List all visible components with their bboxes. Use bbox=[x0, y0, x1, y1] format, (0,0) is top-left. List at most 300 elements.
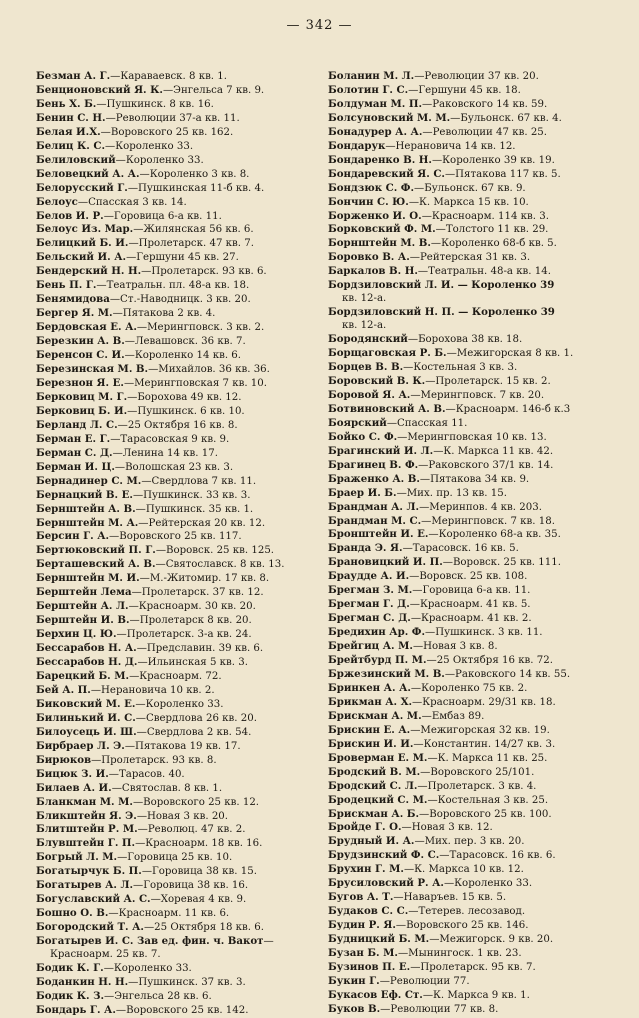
entry-name: Брикман А. Х. bbox=[328, 695, 413, 708]
directory-entry bbox=[36, 349, 326, 363]
entry-name: Белоус Из. Мар. bbox=[36, 223, 134, 236]
entry-address: —Волошская 23 кв. 3. bbox=[114, 461, 234, 473]
entry-name: Богатырчук Б. П. bbox=[36, 865, 142, 878]
entry-name: Бессарабов Н. Д. bbox=[36, 656, 138, 669]
directory-entry bbox=[328, 445, 618, 459]
entry-address: —Раковского 14 кв. 55. bbox=[444, 668, 571, 680]
entry-name: Бирюков bbox=[36, 753, 92, 766]
entry-name: Бородянский bbox=[328, 333, 408, 346]
directory-entry bbox=[328, 403, 618, 417]
entry-name: Барецкий Б. М. bbox=[36, 669, 130, 682]
directory-entry bbox=[328, 766, 618, 780]
entry-name: Бицюк З. И. bbox=[36, 767, 109, 780]
directory-entry bbox=[328, 361, 618, 375]
entry-name: Беловецкий А. А. bbox=[36, 167, 140, 180]
entry-name: Бодик К. З. bbox=[36, 989, 105, 1002]
directory-entry bbox=[328, 347, 618, 361]
entry-name: Берштейн Лема bbox=[36, 586, 132, 599]
entry-address: —Горовица 6-а кв. 11. bbox=[103, 210, 222, 222]
entry-name: Бертюковский П. Г. bbox=[36, 544, 156, 557]
entry-address: —Новая 3 кв. 8. bbox=[412, 641, 498, 653]
entry-address: —Мерингповск. 7 кв. 20. bbox=[410, 389, 545, 401]
entry-name: Брановицкий И. П. bbox=[328, 556, 443, 569]
directory-entry bbox=[328, 626, 618, 640]
entry-address: —Тетерев. лесозавод. bbox=[408, 906, 526, 918]
entry-address: —Рейтерская 20 кв. 12. bbox=[138, 517, 266, 529]
entry-name: Бредихин Ар. Ф. bbox=[328, 626, 426, 639]
entry-name: Будницкий Б. М. bbox=[328, 933, 430, 946]
directory-entry bbox=[328, 961, 618, 975]
entry-name: Бенямидова bbox=[36, 293, 110, 306]
directory-entry bbox=[36, 530, 326, 544]
entry-name: Берковиц М. Г. bbox=[36, 390, 128, 403]
entry-address: —Мих. пер. 3 кв. 20. bbox=[414, 836, 525, 848]
directory-entry bbox=[36, 921, 326, 935]
entry-name: Билинький И. С. bbox=[36, 711, 136, 724]
entry-address: —Святославск. 8 кв. 13. bbox=[155, 559, 285, 571]
entry-name: Бернштейн М. И. bbox=[36, 572, 140, 585]
directory-entry bbox=[36, 84, 326, 98]
directory-entry bbox=[36, 237, 326, 251]
entry-address: —Тарасовск. 16 кв. 6. bbox=[439, 850, 556, 862]
directory-entry bbox=[328, 584, 618, 598]
directory-entry bbox=[36, 447, 326, 461]
entry-name: Брегман З. М. bbox=[328, 584, 413, 597]
directory-entry bbox=[328, 140, 618, 154]
directory-entry bbox=[328, 431, 618, 445]
entry-address: —Воровского 25 кв. 12. bbox=[132, 796, 260, 808]
entry-address: —Меринпов. 4 кв. 203. bbox=[419, 501, 542, 513]
entry-name: Борнштейн М. В. bbox=[328, 237, 431, 250]
entry-address: —Пушкинск. 6 кв. 10. bbox=[127, 405, 245, 417]
entry-address: —Красноарм. 41 кв. 5. bbox=[409, 599, 531, 611]
entry-name: Бончин С. Ю. bbox=[328, 195, 409, 208]
directory-entry bbox=[36, 293, 326, 307]
entry-address: —К. Маркса 15 кв. 10. bbox=[408, 196, 529, 208]
entry-name: Бондарь Г. А. bbox=[36, 1003, 116, 1016]
directory-entry bbox=[328, 98, 618, 112]
entry-name: Берштейн А. Л. bbox=[36, 600, 129, 613]
entry-name: Бернадинер С. М. bbox=[36, 474, 142, 487]
directory-entry bbox=[328, 696, 618, 710]
entry-name: Богатырев И. С. Зав ед. фин. ч. Вакот bbox=[36, 935, 264, 948]
entry-name: Бондаренко В. Н. bbox=[328, 153, 432, 166]
directory-entry bbox=[328, 710, 618, 724]
entry-address: —Красноарм. 30 кв. 20. bbox=[128, 601, 256, 613]
entry-address: —Красноарм. 114 кв. 3. bbox=[421, 210, 549, 222]
directory-entry bbox=[328, 473, 618, 487]
entry-name: Блитштейн Р. М. bbox=[36, 823, 138, 836]
directory-entry bbox=[328, 682, 618, 696]
entry-name: Берташевский А. В. bbox=[36, 558, 156, 571]
directory-entry bbox=[36, 405, 326, 419]
directory-entry bbox=[36, 796, 326, 810]
directory-entry bbox=[36, 433, 326, 447]
directory-entry bbox=[328, 835, 618, 849]
entry-name: Березинская М. В. bbox=[36, 363, 149, 376]
entry-address: —Пролетарск 8 кв. 20. bbox=[129, 615, 252, 627]
entry-address: —Мерингповская 7 кв. 10. bbox=[123, 377, 267, 389]
directory-entry bbox=[36, 935, 326, 949]
entry-name: Брискман А. М. bbox=[328, 709, 422, 722]
entry-address: —Революции 37 кв. 20. bbox=[414, 71, 539, 82]
directory-entry bbox=[36, 782, 326, 796]
entry-name: Брагинец В. Ф. bbox=[328, 458, 419, 471]
entry-address: —Мих. пр. 13 кв. 15. bbox=[396, 487, 507, 499]
entry-name: Бендерский Н. Н. bbox=[36, 265, 142, 278]
directory-entry bbox=[36, 670, 326, 684]
directory-entry bbox=[36, 182, 326, 196]
entry-address: —Хоревая 4 кв. 9. bbox=[150, 894, 247, 906]
entry-name: Богатырев А. Л. bbox=[36, 879, 134, 892]
entry-name: Берман С. Д. bbox=[36, 446, 113, 459]
directory-entry bbox=[36, 377, 326, 391]
directory-entry bbox=[328, 389, 618, 403]
entry-name: Браженко А. В. bbox=[328, 472, 420, 485]
entry-name: Богрый Л. М. bbox=[36, 851, 118, 864]
entry-name: Борковский Ф. М. bbox=[328, 223, 436, 236]
entry-name: Броверман Е. М. bbox=[328, 751, 428, 764]
entry-address: —Свердлова 26 кв. 20. bbox=[135, 712, 257, 724]
directory-entry bbox=[328, 933, 618, 947]
directory-entry bbox=[328, 70, 618, 84]
directory-entry bbox=[328, 821, 618, 835]
entry-address: —Короленко 33. bbox=[115, 154, 204, 166]
entry-address: —Короленко 68-а кв. 35. bbox=[428, 529, 561, 541]
entry-name: Брудзинский Ф. С. bbox=[328, 849, 440, 862]
entry-name: Бринкен А. А. bbox=[328, 681, 411, 694]
directory-entry bbox=[328, 808, 618, 822]
entry-name: Бонадурер А. А. bbox=[328, 125, 423, 138]
entry-name: Бондзюк С. Ф. bbox=[328, 181, 415, 194]
entry-address: —Борохова 38 кв. 18. bbox=[407, 334, 523, 346]
entry-address: —Воровского 25 кв. 100. bbox=[419, 808, 552, 820]
entry-address: —Красноарм. 146-б к.3 bbox=[445, 403, 571, 415]
entry-address: —М.-Житомир. 17 кв. 8. bbox=[139, 573, 270, 585]
entry-address: —Ильинская 5 кв. 3. bbox=[137, 657, 248, 669]
directory-entry bbox=[36, 98, 326, 112]
entry-name: Брискман А. Б. bbox=[328, 807, 420, 820]
directory-entry bbox=[328, 612, 618, 626]
directory-entry bbox=[36, 70, 326, 84]
entry-name: Бржезинский М. В. bbox=[328, 667, 445, 680]
directory-entry bbox=[36, 656, 326, 670]
entry-name: Березнон Я. Е. bbox=[36, 376, 124, 389]
entry-name: Бузинов П. Е. bbox=[328, 961, 411, 973]
entry-address: —Воровского 25 кв. 117. bbox=[109, 531, 242, 543]
entry-name: Болсуновский М. М. bbox=[328, 111, 451, 124]
entry-address: —Гершуни 45 кв. 27. bbox=[126, 252, 239, 264]
directory-entry bbox=[36, 600, 326, 614]
entry-name: Бельский И. А. bbox=[36, 251, 127, 264]
entry-name: Богуславский А. С. bbox=[36, 893, 151, 906]
entry-address: —Бульонск. 67 кв. 4. bbox=[450, 112, 562, 124]
entry-address: —Нерановича 10 кв. 2. bbox=[90, 684, 215, 696]
entry-address: —Константин. 14/27 кв. 3. bbox=[413, 738, 556, 750]
directory-entry bbox=[36, 949, 326, 962]
entry-name: Бузан Б. М. bbox=[328, 947, 398, 960]
entry-name: Бирбраер Л. Э. bbox=[36, 739, 125, 752]
entry-name: Бланкман М. М. bbox=[36, 795, 133, 808]
directory-entry bbox=[328, 251, 618, 265]
entry-name: Бройде Г. О. bbox=[328, 821, 402, 834]
directory-entry bbox=[36, 461, 326, 475]
directory-entry bbox=[328, 905, 618, 919]
entry-address: —Воровск. 25 кв. 111. bbox=[442, 557, 561, 569]
entry-address: —Энгельса 7 кв. 9. bbox=[162, 84, 265, 96]
entry-name: Ботвиновский А. В. bbox=[328, 402, 446, 415]
entry-address: —Пролетарск. 3-а кв. 24. bbox=[116, 629, 252, 641]
entry-address: —Красноарм. 41 кв. 2. bbox=[410, 613, 532, 625]
entry-address: —25 Октября 16 кв. 8. bbox=[117, 419, 238, 431]
entry-name: Бенин С. Н. bbox=[36, 111, 106, 124]
entry-name: Буков В. bbox=[328, 1002, 381, 1015]
entry-address: —Левашовск. 36 кв. 7. bbox=[124, 336, 246, 348]
entry-address: —Революции 47 кв. 25. bbox=[422, 126, 548, 138]
entry-address: —Тарасов. 40. bbox=[108, 768, 185, 780]
directory-entry bbox=[328, 780, 618, 794]
entry-name: Бродский С. Л. bbox=[328, 779, 418, 792]
directory-entry bbox=[328, 182, 618, 196]
entry-address: —Свердлова 7 кв. 11. bbox=[141, 475, 257, 487]
directory-entry bbox=[328, 668, 618, 682]
entry-address: —Михайлов. 36 кв. 36. bbox=[148, 364, 270, 376]
directory-entry bbox=[36, 572, 326, 586]
directory-entry bbox=[36, 321, 326, 335]
directory-entry bbox=[328, 654, 618, 668]
entry-name: Бердовская Е. А. bbox=[36, 321, 137, 334]
directory-entry bbox=[328, 877, 618, 891]
entry-address: —Пролетарск. 37 кв. 12. bbox=[131, 587, 264, 599]
entry-address: —Революции 77. bbox=[379, 975, 470, 987]
entry-name: Брухин Г. М. bbox=[328, 863, 404, 876]
entry-address: —Ст.-Наводницк. 3 кв. 20. bbox=[109, 294, 251, 306]
entry-name: Бордзиловский Н. П. — Короленко 39 bbox=[328, 306, 555, 319]
entry-address: —Короленко 33. bbox=[135, 698, 224, 710]
directory-entry bbox=[328, 738, 618, 752]
entry-address: —Красноарм. 18 кв. 16. bbox=[135, 838, 263, 850]
entry-address: —Пролетарск. 95 кв. 7. bbox=[410, 962, 536, 973]
entry-address: —Межигорская 8 кв. 1. bbox=[446, 348, 574, 360]
entry-name: Бошно О. В. bbox=[36, 907, 109, 920]
entry-address: —Революции 77 кв. 8. bbox=[380, 1003, 499, 1015]
directory-entry bbox=[328, 1003, 618, 1017]
directory-entry bbox=[328, 863, 618, 877]
entry-name: Блувштейн Г. П. bbox=[36, 837, 136, 850]
entry-address: —Ленина 14 кв. 17. bbox=[112, 447, 218, 459]
entry-name: Баркалов В. Н. bbox=[328, 265, 418, 278]
directory-entry bbox=[36, 586, 326, 600]
entry-address: —Короленко 33. bbox=[103, 963, 192, 974]
directory-entry bbox=[36, 363, 326, 377]
entry-address: —Красноарм. 29/31 кв. 18. bbox=[412, 696, 556, 708]
entry-address: —Мерингповск. 3 кв. 2. bbox=[136, 322, 265, 334]
entry-address: —Ембаз 89. bbox=[421, 710, 485, 722]
entry-address: —Мерингповск. 7 кв. 18. bbox=[421, 515, 555, 527]
entry-name: Бергер Я. М. bbox=[36, 307, 113, 320]
entry-name: Билаев А. И. bbox=[36, 781, 112, 794]
entry-name: Боровский В. К. bbox=[328, 374, 426, 387]
entry-name: Бей А. П. bbox=[36, 683, 91, 696]
entry-address: —Энгельса 28 кв. 6. bbox=[104, 990, 212, 1002]
directory-entry bbox=[328, 919, 618, 933]
directory-entry bbox=[36, 489, 326, 503]
entry-name: Брудный И. А. bbox=[328, 835, 415, 848]
entry-address: —Спасская 11. bbox=[386, 417, 468, 429]
entry-address: —Короленко 33. bbox=[443, 878, 533, 890]
page-number: — 342 — bbox=[286, 18, 353, 33]
entry-address: —Пушкинск. 35 кв. 1. bbox=[135, 503, 254, 515]
entry-address: —Пушкинская 11-б кв. 4. bbox=[127, 182, 265, 194]
directory-entry bbox=[328, 112, 618, 126]
directory-entry bbox=[328, 223, 618, 237]
directory-entry bbox=[36, 962, 326, 976]
entry-address: —Театральн. 48-а кв. 14. bbox=[417, 266, 551, 278]
directory-entry bbox=[36, 907, 326, 921]
entry-address: —Короленко 68-б кв. 5. bbox=[430, 238, 557, 250]
entry-name: Берхин Ц. Ю. bbox=[36, 628, 117, 641]
entry-address: —Горовица 38 кв. 16. bbox=[133, 880, 249, 892]
entry-name: Берланд Л. С. bbox=[36, 418, 118, 431]
entry-address: —Нерановича 14 кв. 12. bbox=[385, 140, 516, 152]
entry-address: —Пролетарск. 93 кв. 6. bbox=[141, 266, 267, 278]
directory-entry bbox=[328, 196, 618, 210]
entry-address: —Раковского 14 кв. 59. bbox=[422, 98, 548, 110]
entry-name: Берман И. Ц. bbox=[36, 460, 115, 473]
entry-address: —Воровского 25 кв. 146. bbox=[395, 920, 529, 932]
entry-address: —К. Маркса 11 кв. 25. bbox=[427, 752, 548, 764]
directory-entry bbox=[328, 501, 618, 515]
entry-address: —Красноарм. 72. bbox=[129, 670, 222, 682]
entry-name: Букин Г. bbox=[328, 974, 380, 987]
entry-address: —Пятакова 19 кв. 17. bbox=[124, 740, 241, 752]
entry-name: Боланин М. Л. bbox=[328, 70, 415, 82]
directory-entry bbox=[36, 154, 326, 168]
entry-name: Белорусский Г. bbox=[36, 181, 128, 194]
entry-address: —Тарасовская 9 кв. 9. bbox=[110, 433, 230, 445]
directory-entry bbox=[328, 989, 618, 1003]
directory-entry bbox=[36, 642, 326, 656]
entry-name: Берсин Г. А. bbox=[36, 530, 110, 543]
entry-address: —Святослав. 8 кв. 1. bbox=[111, 782, 223, 794]
entry-address: —Горовица 38 кв. 15. bbox=[141, 866, 257, 878]
entry-name: Бликштейн Я. Э. bbox=[36, 809, 137, 822]
entry-name: Березкин А. В. bbox=[36, 335, 125, 348]
directory-entry bbox=[328, 556, 618, 570]
entry-address: —Пушкинск. 3 кв. 11. bbox=[425, 627, 543, 639]
entry-address: —Толстого 11 кв. 29. bbox=[435, 224, 549, 236]
directory-entry bbox=[36, 754, 326, 768]
directory-entry bbox=[36, 740, 326, 754]
entry-name: Бенционовский Я. К. bbox=[36, 83, 163, 96]
entry-address: —Караваевск. 8 кв. 1. bbox=[110, 71, 228, 82]
entry-name: Борщаговская Р. Б. bbox=[328, 347, 447, 360]
entry-name: Бондарук bbox=[328, 139, 386, 152]
directory-entry bbox=[36, 210, 326, 224]
right-column bbox=[328, 70, 618, 1017]
entry-name: Борцев В. В. bbox=[328, 361, 404, 374]
entry-address: —Борохова 49 кв. 12. bbox=[127, 391, 242, 403]
entry-address: —Пятакова 117 кв. 5. bbox=[444, 168, 561, 180]
directory-entry bbox=[328, 794, 618, 808]
directory-entry bbox=[36, 698, 326, 712]
entry-address: —Гершуни 45 кв. 18. bbox=[408, 84, 521, 96]
entry-name: Будин Р. Я. bbox=[328, 919, 396, 932]
directory-entry bbox=[36, 712, 326, 726]
entry-name: Берковиц Б. И. bbox=[36, 404, 128, 417]
entry-address: —Предславин. 39 кв. 6. bbox=[136, 643, 264, 655]
entry-name: Брейтбурд П. М. bbox=[328, 654, 427, 667]
entry-name: Бень Х. Б. bbox=[36, 97, 97, 110]
entry-address: —Свердлова 2 кв. 54. bbox=[136, 726, 252, 738]
directory-entry bbox=[36, 265, 326, 279]
directory-entry bbox=[36, 279, 326, 293]
entry-name: Борженко И. О. bbox=[328, 209, 422, 222]
entry-name: Бродецкий С. М. bbox=[328, 793, 428, 806]
entry-address: —Короленко 75 кв. 2. bbox=[410, 682, 528, 694]
directory-entry bbox=[36, 335, 326, 349]
entry-name: Бень П. Г. bbox=[36, 279, 97, 292]
entry-name: Бодик К. Г. bbox=[36, 962, 104, 974]
directory-entry bbox=[36, 307, 326, 321]
entry-name: Браер И. Б. bbox=[328, 486, 397, 499]
directory-entry bbox=[328, 168, 618, 182]
entry-address: —Пушкинск. 33 кв. 3. bbox=[132, 489, 251, 501]
directory-entry bbox=[328, 724, 618, 738]
entry-name: Билоусець И. Ш. bbox=[36, 725, 137, 738]
entry-name: Болотин Г. С. bbox=[328, 83, 409, 96]
directory-entry bbox=[36, 851, 326, 865]
entry-address: —Театральн. пл. 48-а кв. 18. bbox=[96, 280, 250, 292]
directory-entry bbox=[36, 391, 326, 405]
entry-address: —Пятакова 34 кв. 9. bbox=[419, 473, 530, 485]
directory-entry bbox=[328, 752, 618, 766]
directory-entry bbox=[328, 849, 618, 863]
entry-name: Беренсон С. И. bbox=[36, 349, 125, 362]
entry-name: Брандман М. С. bbox=[328, 514, 422, 527]
directory-entry bbox=[36, 893, 326, 907]
entry-address: —Революц. 47 кв. 2. bbox=[137, 824, 246, 836]
directory-entry bbox=[328, 154, 618, 168]
entry-address: кв. 12-а. bbox=[342, 320, 387, 332]
directory-entry bbox=[36, 976, 326, 990]
entry-name: Бронштейн И. Е. bbox=[328, 528, 429, 541]
directory-entry bbox=[36, 419, 326, 433]
entry-address: —Пролетарск. 93 кв. 8. bbox=[91, 754, 217, 766]
directory-entry bbox=[36, 544, 326, 558]
entry-name: Боданкин Н. Н. bbox=[36, 975, 129, 988]
directory-entry bbox=[328, 279, 618, 293]
entry-address: —К. Маркса 9 кв. 1. bbox=[422, 989, 530, 1001]
directory-entry bbox=[328, 515, 618, 529]
directory-entry bbox=[36, 140, 326, 154]
entry-name: Белицкий Б. И. bbox=[36, 237, 129, 250]
entry-name: Бернштейн М. А. bbox=[36, 516, 139, 529]
entry-address: —Пушкинск. 8 кв. 16. bbox=[96, 98, 214, 110]
directory-entry bbox=[36, 558, 326, 572]
directory-entry bbox=[328, 640, 618, 654]
directory-entry bbox=[36, 475, 326, 489]
directory-entry bbox=[328, 237, 618, 251]
entry-name: Брегман Г. Д. bbox=[328, 598, 410, 611]
entry-address: —Короленко 33. bbox=[105, 140, 194, 152]
directory-entry bbox=[328, 570, 618, 584]
directory-entry bbox=[328, 891, 618, 905]
directory-entry bbox=[36, 990, 326, 1004]
entry-address: —Пролетарск. 15 кв. 2. bbox=[425, 375, 551, 387]
directory-entry bbox=[36, 865, 326, 879]
entry-address: —Пушкинск. 37 кв. 3. bbox=[128, 976, 246, 988]
